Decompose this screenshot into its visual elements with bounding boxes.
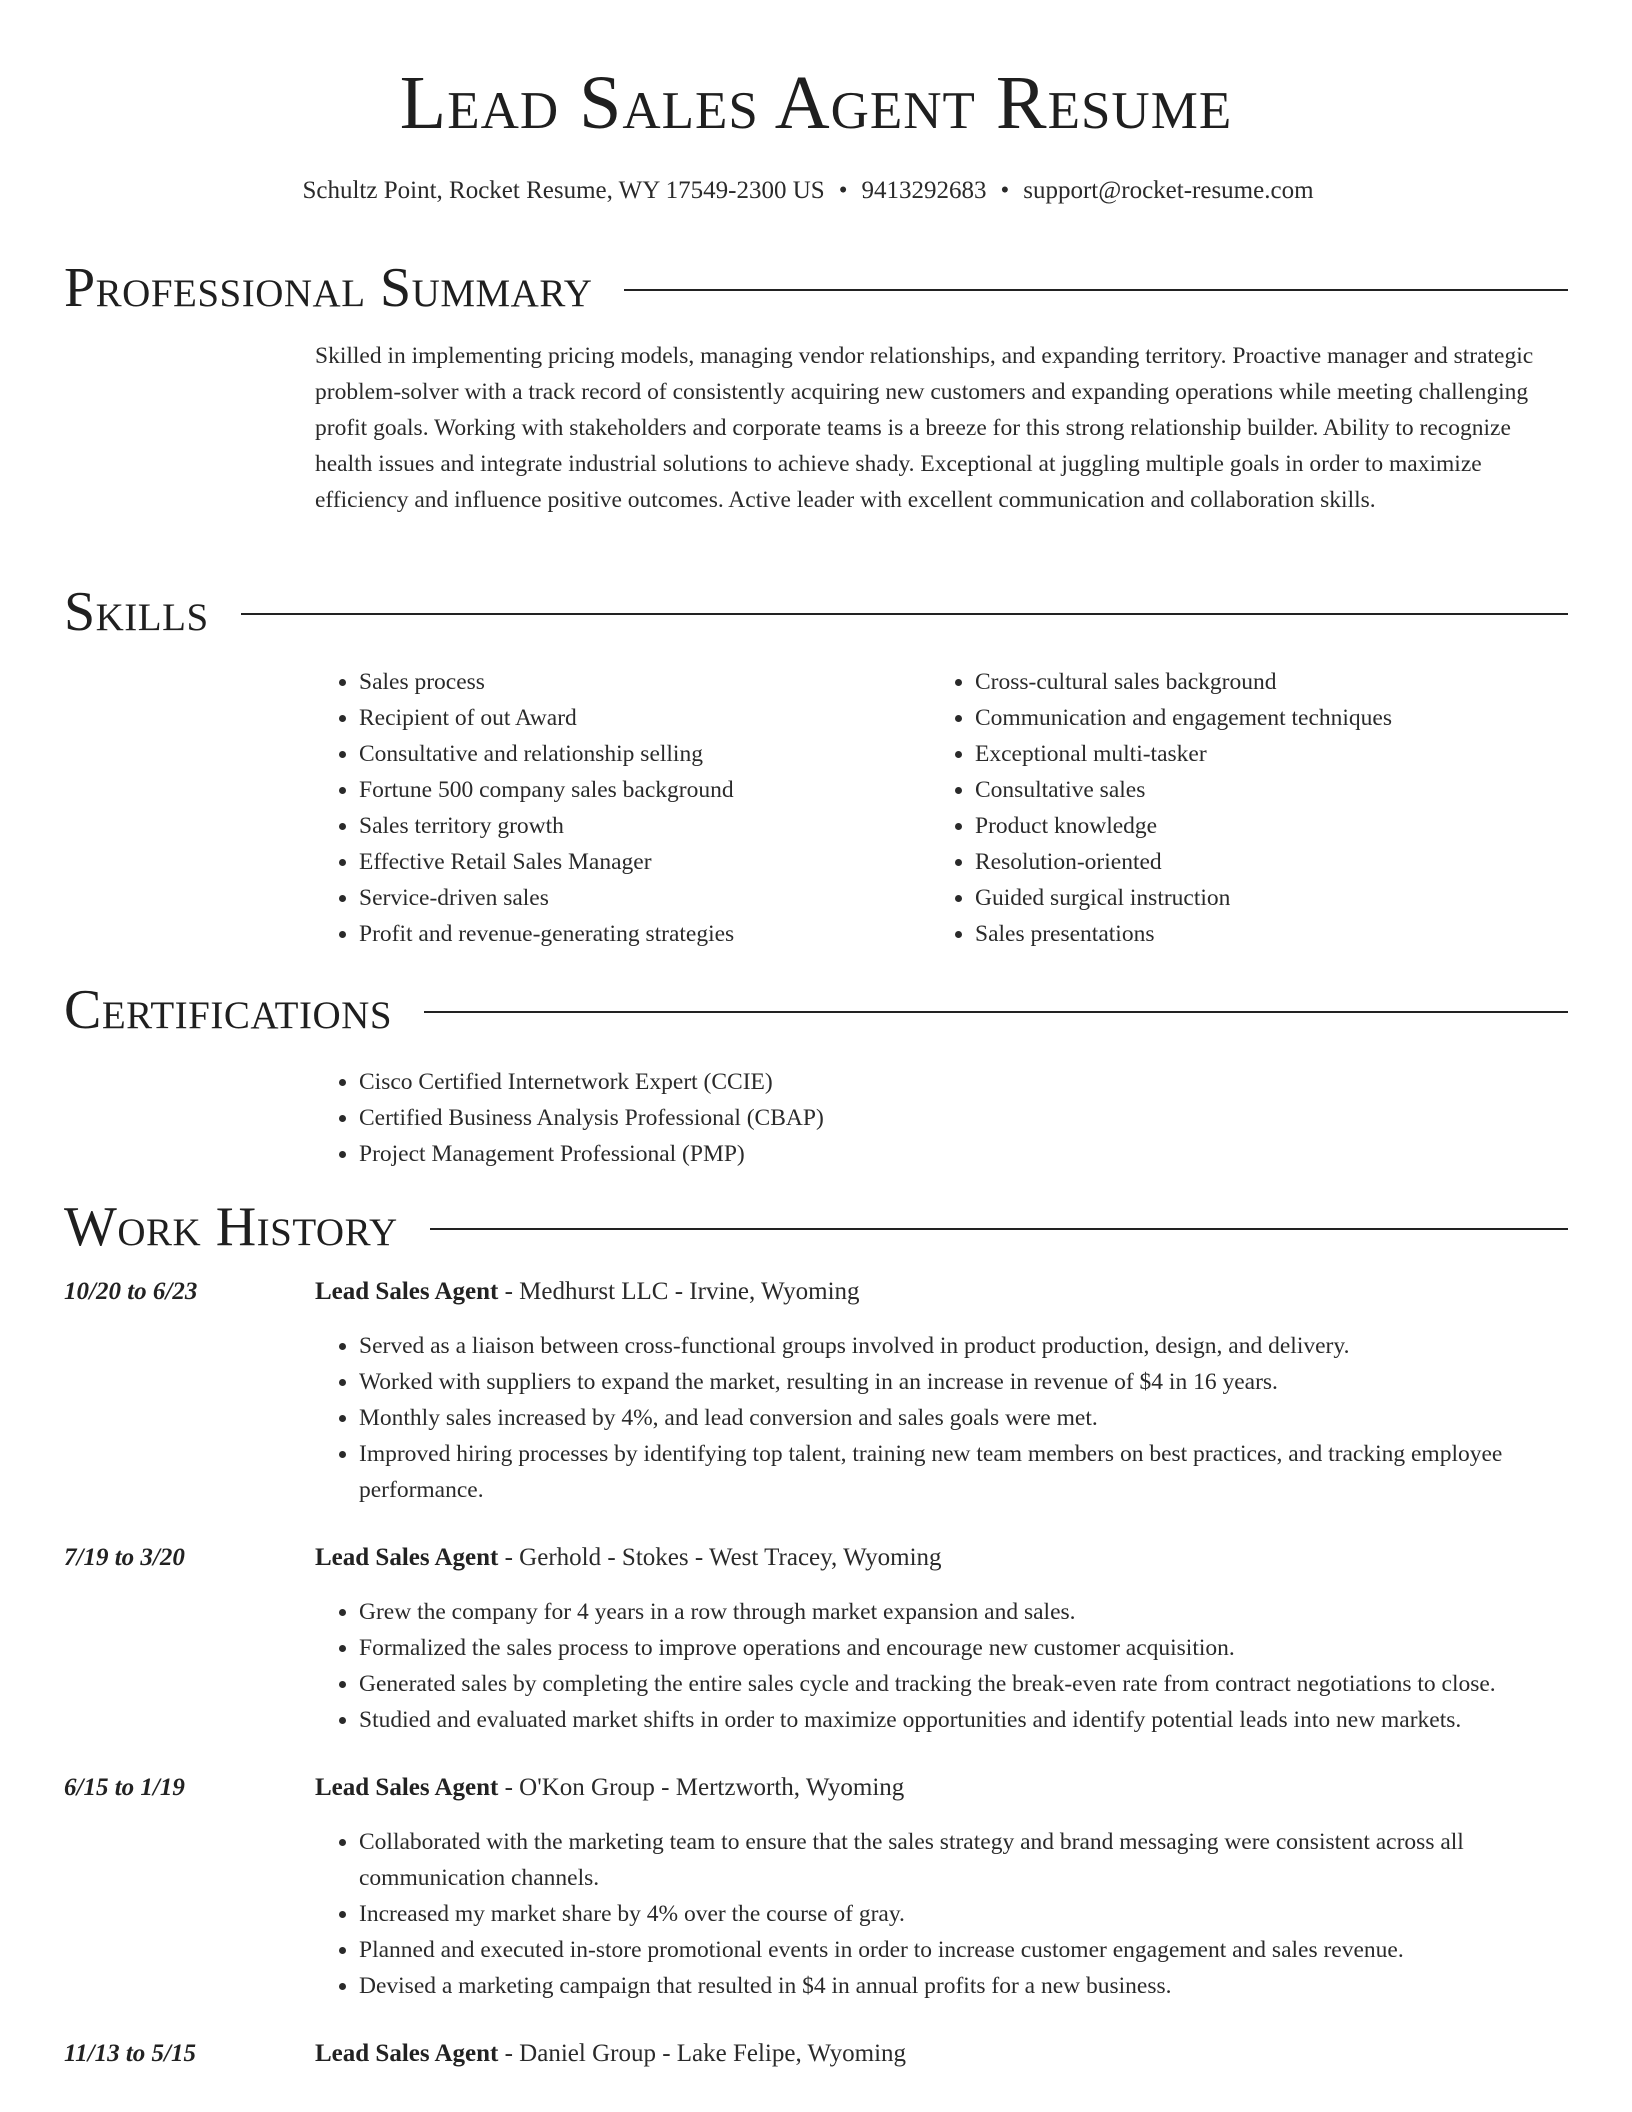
job-employer: - Gerhold - Stokes - West Tracey, Wyoming	[498, 1544, 942, 1571]
section-divider	[430, 1228, 1568, 1230]
job-role	[315, 1540, 942, 1576]
contact-line	[0, 174, 1616, 208]
list-item: • Exceptional multi-tasker	[975, 736, 1571, 772]
section-divider	[624, 289, 1568, 291]
section-title: Work History	[64, 1196, 398, 1258]
list-item: • Fortune 500 company sales background	[359, 772, 915, 808]
job-title: Lead Sales Agent	[315, 2040, 499, 2067]
list-item: • Recipient of out Award	[359, 700, 915, 736]
section-title: Skills	[64, 581, 209, 643]
contact-email: support@rocket-resume.com	[1023, 177, 1314, 204]
list-item: • Sales presentations	[975, 916, 1571, 952]
job-dates: 7/19 to 3/20	[64, 1544, 185, 1571]
list-item: • Monthly sales increased by 4%, and lead conversion and sales goals were met.	[359, 1400, 1575, 1436]
job-bullets	[315, 1594, 1575, 1738]
contact-phone: 9413292683	[861, 177, 987, 204]
list-item: • Sales territory growth	[359, 808, 915, 844]
skills-list-right	[931, 664, 1571, 952]
section-divider	[424, 1011, 1568, 1013]
list-item: • Planned and executed in-store promotional events in order to increase customer engagement and sales revenue.	[359, 1932, 1575, 1968]
list-item: • Service-driven sales	[359, 880, 915, 916]
list-item: • Cross-cultural sales background	[975, 664, 1571, 700]
job-employer: - Daniel Group - Lake Felipe, Wyoming	[498, 2040, 907, 2067]
job-dates: 10/20 to 6/23	[64, 1278, 198, 1305]
summary-text: Skilled in implementing pricing models, managing vendor relationships, and expanding territory. Proactive manager and strategic problem-solver with a track record of consistently acquiring new customers and expanding operations while meeting challenging profit goals. Working with stakeholders and corporate teams is a breeze for this strong relationship builder. Ability to recognize health issues and integrate industrial solutions to achieve shady. Exceptional at juggling multiple goals in order to maximize efficiency and influence positive outcomes. Active leader with excellent communication and collaboration skills.	[315, 343, 1534, 513]
list-item: • Worked with suppliers to expand the market, resulting in an increase in revenue of $4 in 16 years.	[359, 1364, 1575, 1400]
section-heading-skills	[64, 580, 1568, 644]
list-item: • Formalized the sales process to improve operations and encourage new customer acquisition.	[359, 1630, 1575, 1666]
job-role	[315, 1274, 860, 1310]
section-heading-certifications	[64, 978, 1568, 1042]
job-title: Lead Sales Agent	[315, 1544, 499, 1571]
list-item: • Consultative sales	[975, 772, 1571, 808]
job-role	[315, 2036, 906, 2072]
list-item: • Resolution-oriented	[975, 844, 1571, 880]
resume-title: Lead Sales Agent Resume	[399, 61, 1233, 145]
job-dates: 11/13 to 5/15	[64, 2040, 196, 2067]
job-employer: - O'Kon Group - Mertzworth, Wyoming	[498, 1774, 905, 1801]
list-item: • Communication and engagement techniques	[975, 700, 1571, 736]
list-item: • Grew the company for 4 years in a row through market expansion and sales.	[359, 1594, 1575, 1630]
job-title: Lead Sales Agent	[315, 1278, 499, 1305]
contact-separator: •	[838, 177, 848, 204]
job-bullets	[315, 1328, 1575, 1508]
job-role	[315, 1770, 904, 1806]
job-employer: - Medhurst LLC - Irvine, Wyoming	[498, 1278, 860, 1305]
list-item: • Served as a liaison between cross-functional groups involved in product production, design, and delivery.	[359, 1328, 1575, 1364]
skills-list-left	[315, 664, 915, 952]
list-item: • Product knowledge	[975, 808, 1571, 844]
list-item: • Profit and revenue-generating strategies	[359, 916, 915, 952]
list-item: • Increased my market share by 4% over the course of gray.	[359, 1896, 1575, 1932]
list-item: • Collaborated with the marketing team to ensure that the sales strategy and brand messaging were consistent across all communication channels.	[359, 1824, 1575, 1896]
list-item: • Consultative and relationship selling	[359, 736, 915, 772]
list-item: • Effective Retail Sales Manager	[359, 844, 915, 880]
section-heading-work-history	[64, 1195, 1568, 1259]
list-item: • Studied and evaluated market shifts in order to maximize opportunities and identify potential leads into new markets.	[359, 1702, 1575, 1738]
contact-address: Schultz Point, Rocket Resume, WY 17549-2300 US	[302, 177, 825, 204]
list-item: • Project Management Professional (PMP)	[359, 1136, 1315, 1172]
certifications-list	[315, 1064, 1315, 1172]
section-title: Professional Summary	[64, 257, 593, 319]
section-heading-summary	[64, 256, 1568, 320]
list-item: • Generated sales by completing the entire sales cycle and tracking the break-even rate from contract negotiations to close.	[359, 1666, 1575, 1702]
list-item: • Improved hiring processes by identifying top talent, training new team members on best practices, and tracking employee performance.	[359, 1436, 1575, 1508]
list-item: • Certified Business Analysis Professional (CBAP)	[359, 1100, 1315, 1136]
job-bullets	[315, 1824, 1575, 2004]
list-item: • Sales process	[359, 664, 915, 700]
list-item: • Guided surgical instruction	[975, 880, 1571, 916]
contact-separator: •	[1000, 177, 1010, 204]
section-title: Certifications	[64, 979, 393, 1041]
job-title: Lead Sales Agent	[315, 1774, 499, 1801]
job-dates: 6/15 to 1/19	[64, 1774, 185, 1801]
list-item: • Cisco Certified Internetwork Expert (CCIE)	[359, 1064, 1315, 1100]
list-item: • Devised a marketing campaign that resulted in $4 in annual profits for a new business.	[359, 1968, 1575, 2004]
section-divider	[241, 613, 1568, 615]
